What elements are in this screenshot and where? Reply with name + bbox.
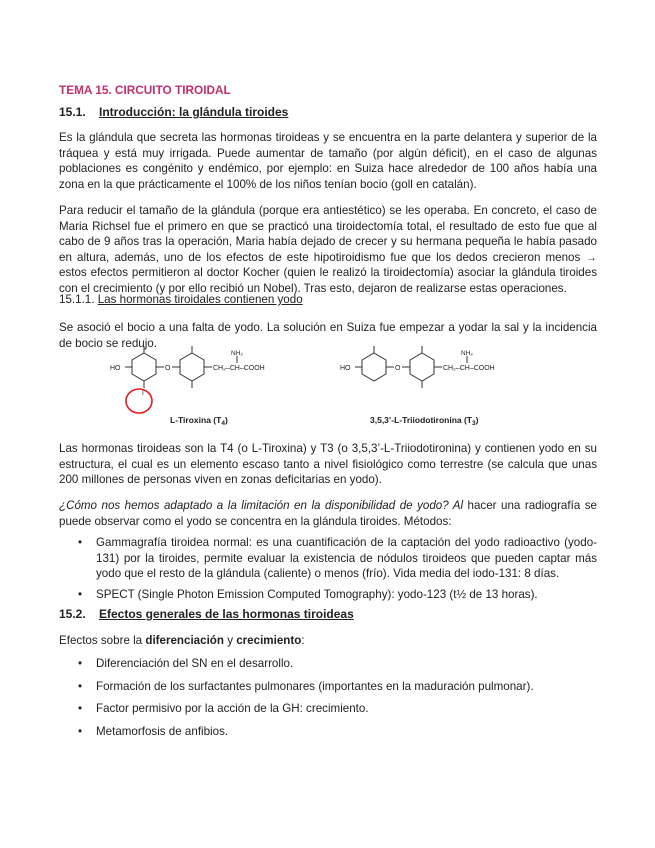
bullet-icon: • [78, 724, 83, 738]
t3-chain-label: CH₂–CH–COOH [443, 365, 495, 372]
list-item [59, 656, 597, 672]
effects-intro [59, 633, 597, 649]
effects-intro-text: Efectos sobre la [59, 634, 146, 647]
paragraph-iodine: Se asoció el bocio a una falta de yodo. La solución en Suiza fue empezar a yodar la sal y la incidencia de bocio se redujo. [59, 321, 597, 350]
t4-nh2-label: NH₂ [231, 350, 243, 357]
paragraph-intro: Es la glándula que secreta las hormonas tiroideas y se encuentra en la parte delantera y superior de la tráquea y está muy irrigada. Puede aumentar de tamaño (por algún déficit), en el caso de algunas poblaciones es congénito y endémico, por ejemplo: en Suiza hace alrededor de 100 años había una zona en la que prácticamente el 100% de los niños tenían bocio (goll en catalán). [59, 131, 597, 191]
bullet-icon: • [78, 657, 83, 670]
section-title: Introducción: la glándula tiroides [99, 105, 289, 119]
list-item [59, 587, 597, 603]
bullet-icon: • [78, 536, 83, 549]
effects-intro-text: y [223, 634, 237, 647]
subsection-number: 15.1.1. [59, 293, 95, 306]
list-item [59, 724, 597, 740]
effects-list [59, 656, 597, 739]
bullet-icon: • [78, 702, 83, 716]
effect-text: Diferenciación del SN en el desarrollo. [96, 657, 294, 670]
subsection-heading-15-1-1 [59, 293, 597, 306]
paragraph-adaptation [59, 498, 597, 529]
method-text: SPECT (Single Photon Emission Computed Tomography): yodo-123 (t½ de 13 horas). [96, 587, 538, 601]
t4-o-label: O [165, 365, 171, 372]
adaptation-text: hacer una radiografía se puede observar como el yodo se concentra en la glándula tiroides. Métodos: [59, 499, 597, 528]
effects-intro-text: : [301, 634, 305, 647]
t3-o-label: O [395, 365, 401, 372]
effect-text: Factor permisivo por la acción de la GH: crecimiento. [96, 702, 369, 716]
t4-ho-label: HO [110, 365, 121, 372]
section-number: 15.1. [59, 105, 86, 119]
bullet-icon: • [78, 587, 83, 601]
method-text: Gammagrafía tiroidea normal: es una cuantificación de la captación del yodo radioactivo (yodo-131) por la tiroides, permite evaluar la existencia de nódulos tiroideos que pueden captar más yodo que el resto de la glándula (caliente) o menos (frío). Vida media del iodo-131: 8 días. [96, 536, 597, 581]
methods-list [59, 535, 597, 602]
effect-text: Metamorfosis de anfibios. [96, 724, 229, 738]
thyroid-hormones-structures [110, 345, 540, 430]
section-heading-15-2 [59, 607, 597, 621]
list-item [59, 679, 597, 695]
t4-chain-label: CH₂–CH–COOH [213, 365, 265, 372]
section-title: Efectos generales de las hormonas tiroideas [99, 607, 354, 621]
t4-iodine-bottom-label: I [142, 390, 144, 397]
list-item [59, 535, 597, 582]
list-item [59, 701, 597, 717]
effects-intro-bold-1: diferenciación [145, 634, 224, 647]
paragraph-hormones: Las hormonas tiroideas son la T4 (o L-Tiroxina) y T3 (o 3,5,3’-L-Triiodotironina) y contienen yodo en su estructura, el cual es un elemento escaso tanto a nivel fisiológico como terrestre (se calcula que unas 200 millones de personas viven en zonas deficitarias en yodo). [59, 442, 597, 487]
subsection-title: Las hormonas tiroidales contienen yodo [97, 293, 303, 306]
effects-intro-bold-2: crecimiento [236, 634, 302, 647]
chapter-title: TEMA 15. CIRCUITO TIROIDAL [59, 83, 231, 97]
bullet-icon: • [78, 679, 83, 693]
t4-caption: L-Tiroxina $(T_4)$ [170, 415, 228, 427]
adaptation-question: ¿Cómo nos hemos adaptado a la limitación en la disponibilidad de yodo? Al [59, 499, 464, 512]
t3-nh2-label: NH₂ [461, 350, 473, 357]
iodine-highlight-circle [126, 389, 152, 413]
paragraph-history: Para reducir el tamaño de la glándula (porque era antiestético) se les operaba. En concreto, el caso de Maria Richsel fue el primero en que se practicó una tiroidectomía total, el resultado de esto fue que al cabo de 9 años tras la operación, Maria había dejado de crecer y su hermana pequeña le había pasado en altura, además, uno de los efectos de este hipotiroidismo fue que los dedos crecieron menos → estos efectos permitieron al doctor Kocher (quien le realizó la tiroidectomía) asociar la glándula tiroides con el crecimiento (y por ello recibió un Nobel). Tras esto, dejaron de realizarse estas operaciones. [59, 204, 597, 295]
t3-ho-label: HO [340, 365, 351, 372]
effect-text: Formación de los surfactantes pulmonares (importantes en la maduración pulmonar). [96, 679, 534, 693]
section-number: 15.2. [59, 607, 86, 621]
section-heading-15-1 [59, 105, 597, 119]
t3-caption: 3,5,3’-L-Triiodotironina $(T_3)$ [370, 415, 479, 427]
